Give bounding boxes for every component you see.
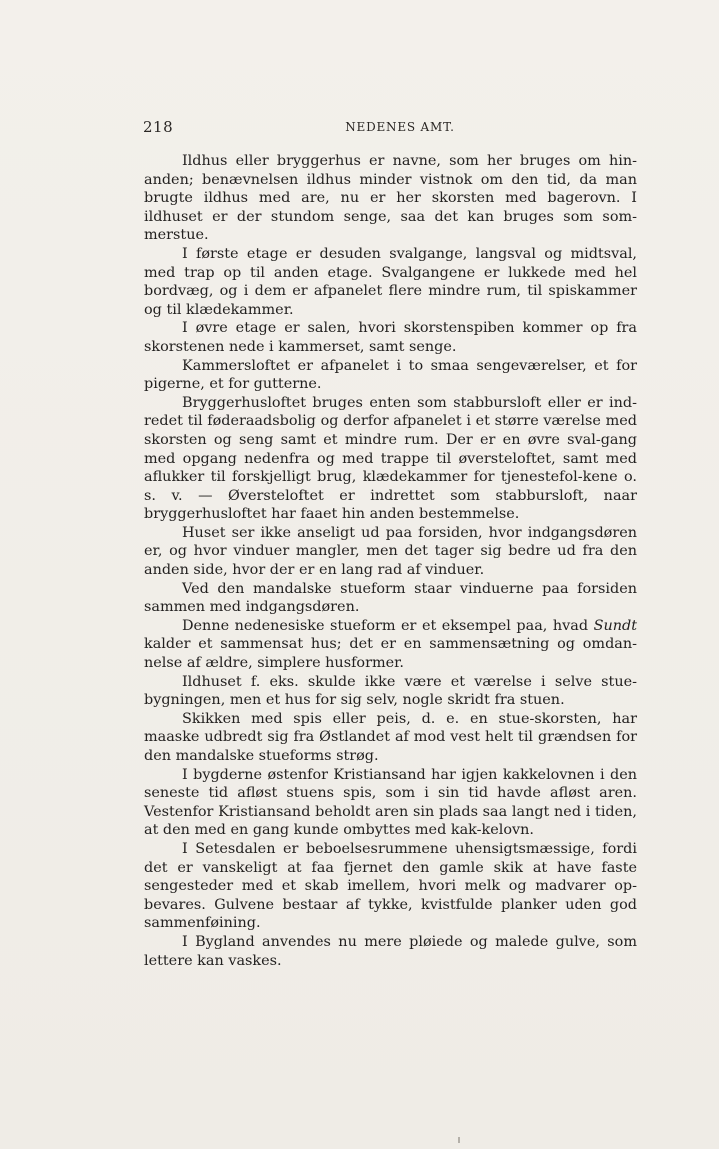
paper-speck (458, 1137, 460, 1143)
paragraph: Ved den mandalske stueform staar vinduerne paa forsiden sammen med indgangsdøren. (144, 580, 637, 616)
paragraph: Kammersloftet er afpanelet i to smaa sengeværelser, et for pigerne, et for gutterne. (144, 357, 637, 393)
paragraph: Skikken med spis eller peis, d. e. en stue-skorsten, har maaske udbredt sig fra Østlandet af mod vest helt til grændsen for den mandalske stueforms strøg. (144, 710, 637, 764)
paragraph-with-citation (144, 617, 637, 673)
paragraph: Huset ser ikke anseligt ud paa forsiden, hvor indgangsdøren er, og hvor vinduer mangler, men det tager sig bedre ud fra den anden side, hvor der er en lang rad af vinduer. (144, 524, 637, 579)
paragraph-text: Denne nedenesiske stueform er et eksempel paa, hvad (182, 617, 594, 634)
paragraph: I Setesdalen er beboelsesrummene uhensigtsmæssige, fordi det er vanskeligt at faa fjernet den gamle skik at have faste sengesteder med et skab imellem, hvori melk og madvarer op-bevares. Gulvene bestaar af tykke, kvistfulde planker uden god sammenføining. (144, 840, 637, 932)
running-head: NEDENES AMT. (345, 120, 455, 134)
paragraph: Ildhus eller bryggerhus er navne, som her bruges om hin-anden; benævnelsen ildhus minder vistnok om den tid, da man brugte ildhus med are, nu er her skorsten med bagerovn. I ildhuset er der stundom senge, saa det kan bruges som som-merstue. (144, 153, 637, 244)
paragraph: I øvre etage er salen, hvori skorstenspiben kommer op fra skorstenen nede i kammerset, samt senge. (144, 320, 637, 355)
paragraph: I første etage er desuden svalgange, langsval og midtsval, med trap op til anden etage. Svalgangene er lukkede med hel bordvæg, og i dem er afpanelet flere mindre rum, til spiskammer og til klædekammer. (144, 245, 637, 318)
paragraph: Bryggerhusloftet bruges enten som stabbursloft eller er ind-redet til føderaadsbolig og derfor afpanelet i et større værelse med skorsten og seng samt et mindre rum. Der er en øvre sval-gang med opgang nedenfra og med trappe til øversteloftet, samt med aflukker til forskjelligt brug, klædekammer for tjenestefol-kene o. s. v. — Øversteloftet er indrettet som stabbursloft, naar bryggerhusloftet har faaet hin anden bestemmelse. (144, 394, 637, 523)
paragraph: I bygderne østenfor Kristiansand har igjen kakkelovnen i den seneste tid afløst stuens spis, som i sin tid havde afløst aren. Vestenfor Kristiansand beholdt aren sin plads saa langt ned i tiden, at den med en gang kunde ombyttes med kak-kelovn. (144, 766, 637, 839)
cited-author: Sundt (593, 617, 637, 634)
paragraph-text: kalder et sammensat hus; det er en sammensætning og omdan-nelse af ældre, simplere husformer. (144, 636, 637, 672)
paragraph: I Bygland anvendes nu mere pløiede og malede gulve, som lettere kan vaskes. (144, 933, 637, 969)
page-number: 218 (143, 118, 174, 136)
body-text (144, 152, 637, 970)
paragraph: Ildhuset f. eks. skulde ikke være et værelse i selve stue-bygningen, men et hus for sig selv, nogle skridt fra stuen. (144, 673, 637, 709)
